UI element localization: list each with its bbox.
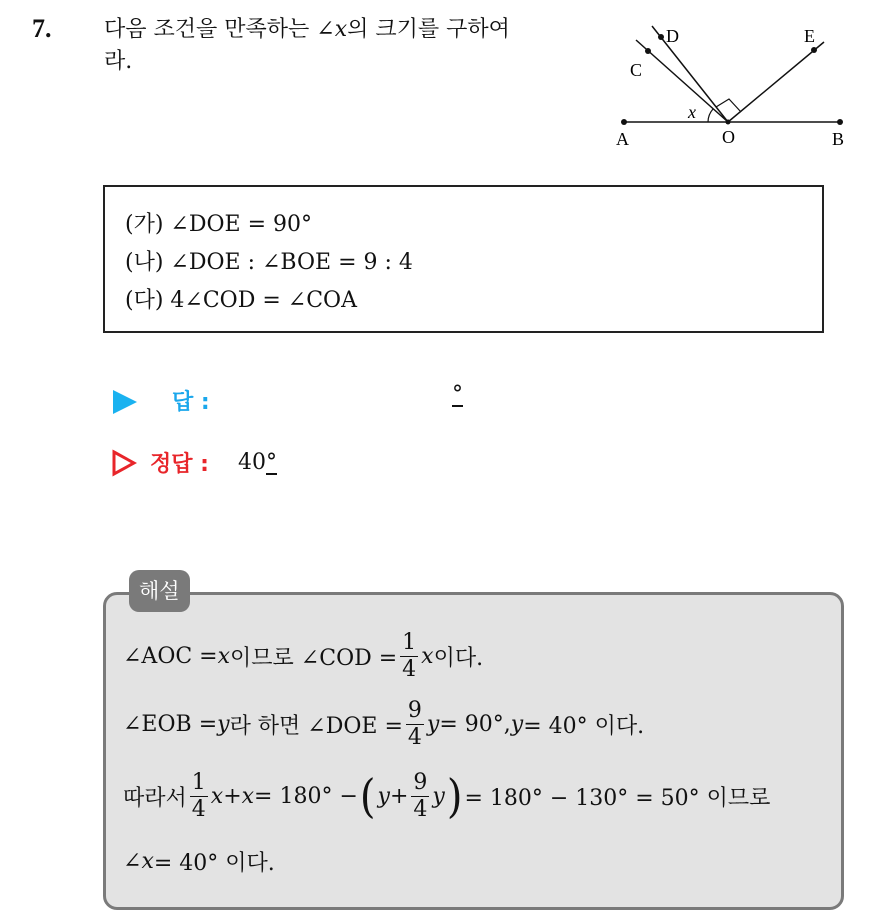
point-c <box>645 48 651 54</box>
angle-x-arc <box>708 109 713 122</box>
answer-label: 답 : <box>172 390 210 415</box>
fraction-1-4: $\frac{1}{4}$ <box>191 770 206 822</box>
correct-arrow-icon <box>111 449 137 477</box>
right-paren: ) <box>446 770 463 823</box>
left-paren: ( <box>359 770 376 823</box>
question-text: 다음 조건을 만족하는 ∠x의 크기를 구하여 라. <box>104 17 510 74</box>
fraction-1-4: $\frac{1}{4}$ <box>402 630 417 682</box>
solution-line-2: ∠EOB = y 라 하면 ∠DOE = $\frac{9}{4}$ y = 90°, y = 40° 이다. <box>123 698 645 750</box>
point-e <box>811 47 817 53</box>
point-o <box>726 120 731 125</box>
solution-line-3: 따라서 $\frac{1}{4}$ x + x = 180° − ( y + $\frac{9}{4}$ y ) = 180° − 130° = 50° 이므로 <box>123 770 771 823</box>
fraction-9-4: $\frac{9}{4}$ <box>413 770 428 822</box>
correct-value: 40° <box>238 450 277 475</box>
answer-unit: ° <box>452 382 463 407</box>
label-x: x <box>688 102 696 122</box>
condition-1: (가) ∠DOE = 90° <box>125 212 312 237</box>
label-b: B <box>832 129 845 149</box>
label-d: D <box>666 26 679 46</box>
point-b <box>837 119 843 125</box>
solution-tag: 해설 <box>129 570 190 612</box>
point-d <box>658 34 664 40</box>
condition-2: (나) ∠DOE : ∠BOE = 9 : 4 <box>125 250 413 275</box>
question-number: 7. <box>32 14 52 43</box>
condition-3: (다) 4∠COD = ∠COA <box>125 288 357 313</box>
correct-label: 정답 : <box>150 452 209 477</box>
fraction-9-4: $\frac{9}{4}$ <box>407 698 422 750</box>
answer-arrow-icon <box>113 390 137 414</box>
label-o: O <box>722 127 735 147</box>
label-e: E <box>804 26 815 46</box>
point-a <box>621 119 627 125</box>
right-angle-mark <box>716 99 741 112</box>
ray-oe <box>728 42 824 122</box>
angle-figure <box>600 18 860 158</box>
label-a: A <box>616 129 629 149</box>
label-c: C <box>630 60 643 80</box>
solution-line-4: ∠ x = 40° 이다. <box>123 849 275 876</box>
solution-line-1: ∠AOC = x 이므로 ∠COD = $\frac{1}{4}$ x 이다. <box>123 630 484 682</box>
conditions-box <box>103 185 824 333</box>
